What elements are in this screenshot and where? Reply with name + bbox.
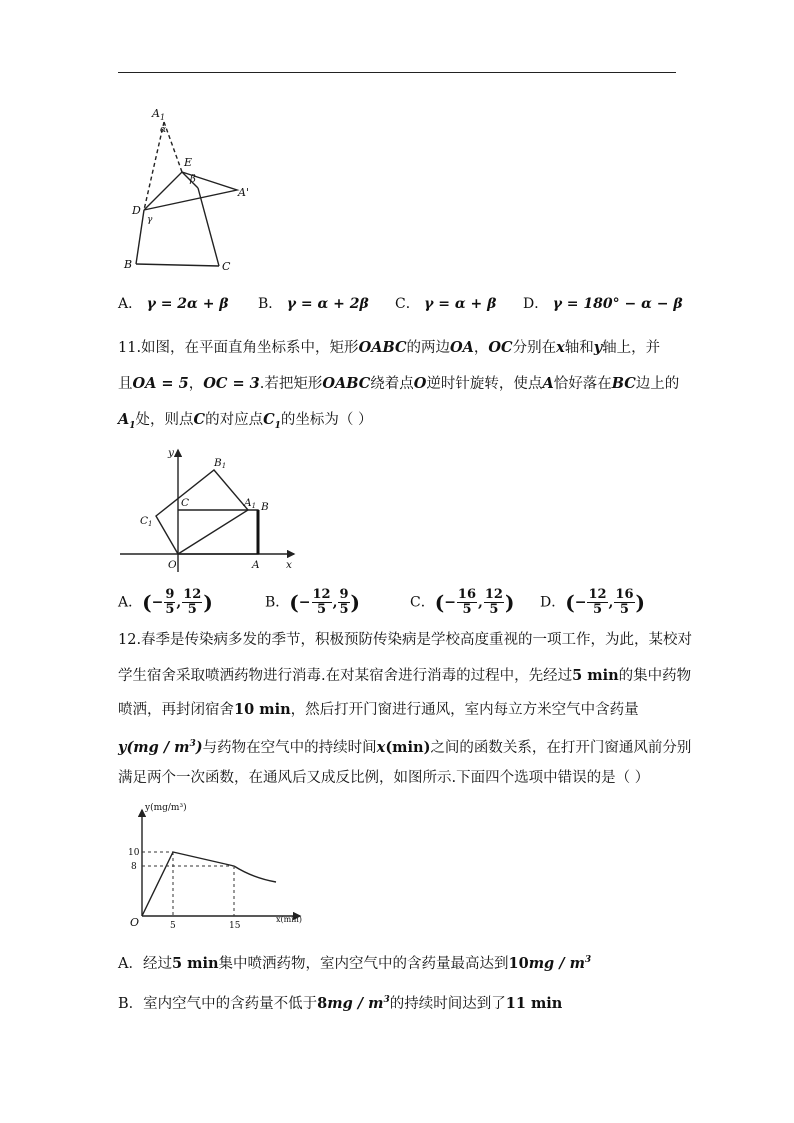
q11-label-C: C [181, 497, 190, 509]
q10-label-A-prime: A' [238, 186, 249, 199]
q10-line [136, 264, 219, 266]
q11-label-O: O [168, 559, 177, 571]
q11-label-A1: A1 [244, 497, 257, 510]
q10-option-c: C． γ = α + β [395, 296, 497, 312]
q12-label-10: 10 [128, 848, 140, 858]
q11-option-c: C．(− $\frac{16}{5}$ , $\frac{12}{5}$ ) [410, 587, 515, 617]
q11-figure [118, 444, 304, 574]
q12-label-5: 5 [170, 921, 176, 931]
q12-figure [118, 800, 308, 938]
q12-line-4: $y(mg / m^3)$与药物在空气中的持续时间x(min)之间的函数关系，在打开门窗通风前分别 [118, 738, 692, 756]
q10-label-gamma: γ [147, 215, 153, 225]
header-rule [118, 72, 676, 73]
q10-figure [118, 100, 268, 275]
q12-option-b: B．室内空气中的含药量不低于$8mg / m^3$的持续时间达到了11 min [118, 994, 563, 1012]
q11-option-a: A．(− $\frac{9}{5}$ , $\frac{12}{5}$ ) [118, 587, 213, 617]
q11-rect-OABC [178, 510, 258, 554]
q11-label-A: A [252, 559, 260, 571]
q10-option-d: D． γ = 180° − α − β [523, 296, 683, 312]
q10-label-A1: $A_1$ [152, 107, 166, 122]
q12-line-3: 喷洒，再封闭宿舍10 min，然后打开门窗进行通风，室内每立方米空气中含药量 [118, 701, 639, 718]
q10-line [198, 188, 219, 266]
q10-label-E: E [184, 156, 193, 169]
q12-line-1: 12.春季是传染病多发的季节，积极预防传染病是学校高度重视的一项工作，为此，某校对 [118, 632, 693, 648]
q11-line-2: 且OA = 5，OC = 3.若把矩形OABC绕着点O逆时针旋转，使点A恰好落在BC边上的 [118, 375, 680, 392]
q10-dashed-line [164, 122, 182, 172]
q11-rect-rotated [156, 470, 248, 554]
q12-line-5: 满足两个一次函数，在通风后又成反比例，如图所示.下面四个选项中错误的是（ ） [118, 770, 650, 786]
q11-label-B1: B1 [214, 457, 227, 470]
q11-label-x: x [286, 559, 292, 571]
q11-label-y: y [168, 447, 174, 459]
q12-curve-decay [234, 866, 276, 882]
q10-label-B: B [124, 258, 133, 271]
q11-option-d: D．(− $\frac{12}{5}$ , $\frac{16}{5}$ ) [540, 587, 645, 617]
q11-line-1: 11.如图，在平面直角坐标系中，矩形OABC的两边OA，OC分别在x轴和y轴上，并 [118, 339, 661, 356]
q12-label-y: y(mg/m³) [145, 803, 187, 813]
q12-option-a: A．经过5 min集中喷洒药物，室内空气中的含药量最高达到$10mg / m^3$ [118, 954, 592, 972]
q11-label-B: B [261, 501, 269, 513]
q12-label-x: x(min) [276, 915, 303, 924]
q12-curve [142, 852, 234, 916]
q11-label-C1: C1 [140, 515, 153, 528]
q10-option-a: A． γ = 2α + β [118, 296, 229, 312]
q10-line [136, 210, 144, 264]
q11-option-b: B．(− $\frac{12}{5}$ , $\frac{9}{5}$ ) [265, 587, 360, 617]
q10-label-beta: β [190, 174, 196, 185]
q10-label-D: D [132, 204, 141, 217]
q10-option-b: B． γ = α + 2β [258, 296, 369, 312]
q12-line-2: 学生宿舍采取喷洒药物进行消毒.在对某宿舍进行消毒的过程中，先经过5 min的集中药物 [118, 667, 692, 684]
q12-label-8: 8 [131, 862, 137, 872]
q12-label-O: O [130, 916, 140, 929]
q10-label-alpha: α [160, 125, 167, 135]
q10-dashed-line [144, 122, 167, 210]
q11-line-3: $A_1$处，则点C的对应点$C_1$的坐标为（ ） [118, 411, 373, 431]
q12-label-15: 15 [229, 921, 241, 931]
q10-label-C: C [222, 260, 231, 273]
